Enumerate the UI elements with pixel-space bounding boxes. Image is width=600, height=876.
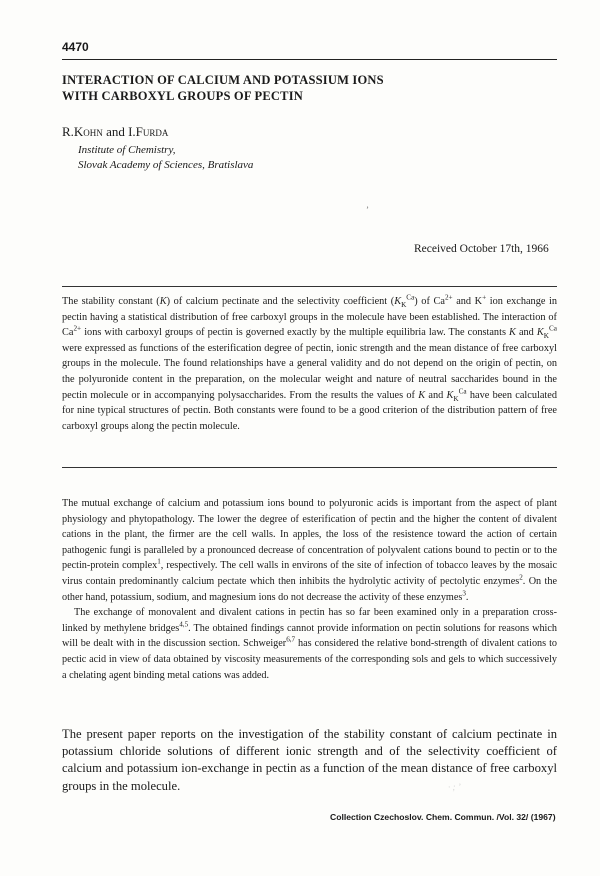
authors xyxy=(62,124,168,140)
title-line-2: WITH CARBOXYL GROUPS OF PECTIN xyxy=(62,89,303,103)
affiliation-line-2: Slovak Academy of Sciences, Bratislava xyxy=(78,159,254,171)
margin-mark: ’ xyxy=(366,205,369,215)
introduction xyxy=(62,496,557,683)
abstract-rule-top xyxy=(62,286,557,287)
faint-mark: · ; ’ xyxy=(448,782,461,792)
journal-footer: Collection Czechoslov. Chem. Commun. /Vol. 32/ (1967) xyxy=(330,812,556,822)
affiliation xyxy=(78,143,253,173)
article-title xyxy=(62,72,557,104)
affiliation-line-1: Institute of Chemistry, xyxy=(78,144,176,156)
author-1: R.Kohn xyxy=(62,124,103,139)
author-2: I.Furda xyxy=(128,124,169,139)
abstract: The stability constant (K) of calcium pectinate and the selectivity coefficient $(K_K^{Ca})$ of $Ca^{2+}$ and K+ ion exchange in pectin having a statistical distribution of free carboxyl groups in the molecule have been established. The interaction of $Ca^{2+}$ ions with carboxyl groups of pectin is governed exactly by the multiple equilibria law. The constants K and $K_K^{Ca}$ were expressed as functions of the esterification degree of pectin, ionic strength and the mean distance of free carboxyl groups in the molecule. The found relationships have a general validity and do not depend on the origin of pectin, on the polyuronide content in the preparation, on the molecular weight and nature of neutral saccharides bound in the pectin molecule or in accompanying polysaccharides. From the results the values of K and $K_K^{Ca}$ have been calculated for nine typical structures of pectin. Both constants were found to be a good criterion of the distribution pattern of free carboxyl groups along the pectin molecule. xyxy=(62,293,558,432)
page-number: 4470 xyxy=(62,40,89,54)
intro-paragraph-2: The exchange of monovalent and divalent cations in pectin has so far been examined only in a preparation cross-linked by methylene bridges$^{4,5}$. The obtained findings cannot provide information on pectin solutions for reasons which will be dealt with in the discussion section. Schweiger$^{6,7}$ has considered the relative bond-strength of divalent cations to pectic acid in view of data obtained by viscosity measurements of the corresponding sols and gels to which successively a chelating agent binding metal cations was added. xyxy=(62,607,558,681)
authors-and: and xyxy=(102,124,129,139)
abstract-rule-bottom xyxy=(62,467,557,468)
intro-paragraph-3: The present paper reports on the investigation of the stability constant of calcium pectinate in potassium chloride solutions of different ionic strength and of the selectivity coefficient of calcium and potassium ion-exchange in pectin as a function of the mean distance of free carboxyl groups in the molecule. xyxy=(62,727,557,793)
header-rule xyxy=(62,59,557,60)
title-line-1: INTERACTION OF CALCIUM AND POTASSIUM IONS xyxy=(62,73,384,87)
received-date: Received October 17th, 1966 xyxy=(414,243,549,255)
intro-paragraph-1: The mutual exchange of calcium and potassium ions bound to polyuronic acids is important from the aspect of plant physiology and phytopathology. The lower the degree of esterification of pectin and the higher the content of divalent cations in the plant, the firmer are the cell walls. In apples, the loss of the resistence toward the action of certain pathogenic fungi is paralleled by a pronounced decrease of concentration of polyvalent cations bound to pectin or to the pectin-protein complex$^1$, respectively. The cell walls in environs of the site of infection of tobacco leaves by the mosaic virus contain predominantly calcium pectate which then inhibits the hydrolytic activity of pectolytic enzymes$^2$. On the other hand, potassium, sodium, and magnesium ions do not decrease the activity of these enzymes$^3$. xyxy=(62,498,557,603)
